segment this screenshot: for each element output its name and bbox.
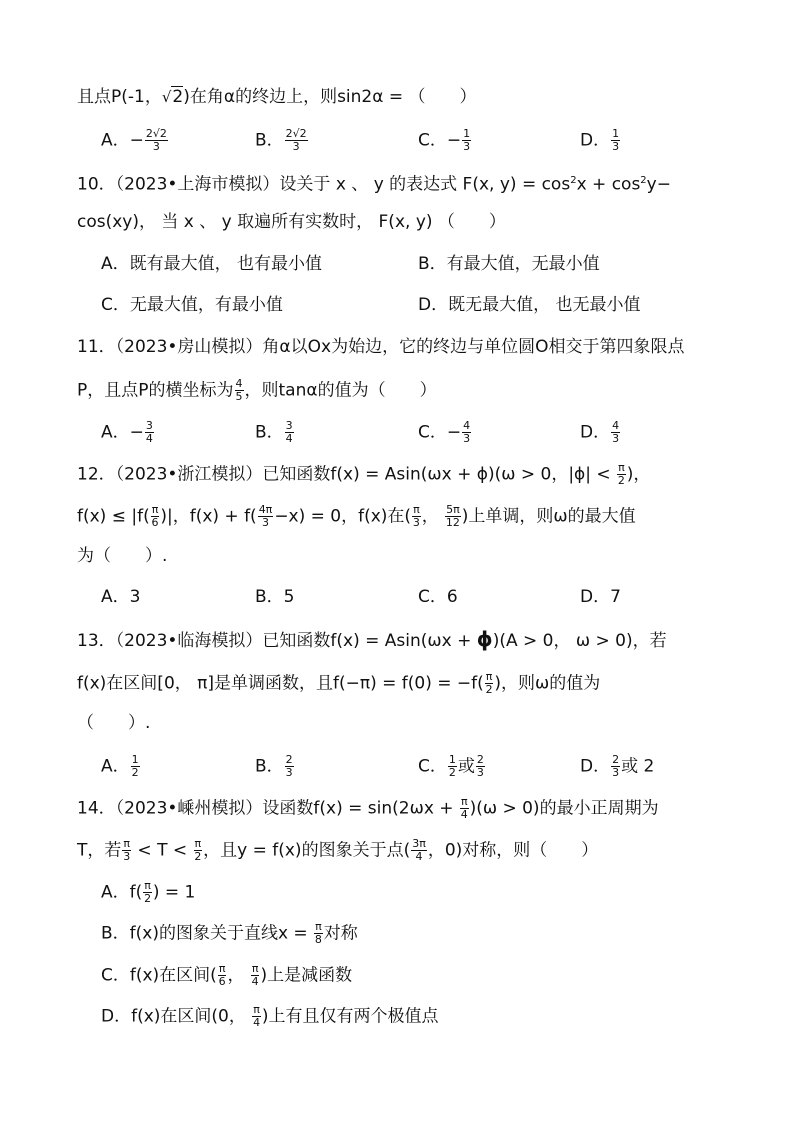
fraction: $\frac{\pi}{2}$ xyxy=(194,837,202,863)
fraction: $\frac{\pi}{4}$ xyxy=(253,1003,261,1029)
q13-option-b: B． $\frac{2}{3}$ xyxy=(255,753,293,779)
q13-stem-line3: （ ）. xyxy=(77,713,151,733)
fraction: $\frac{\pi}{8}$ xyxy=(314,920,322,946)
q10-option-d: D．既无最大值， 也无最小值 xyxy=(418,295,641,315)
fraction: $\frac{1}{2}$ xyxy=(131,753,139,779)
q12-option-b: B．5 xyxy=(255,587,295,607)
fraction: $\frac{\pi}{6}$ xyxy=(218,962,226,988)
q11-option-d: D． $\frac{4}{3}$ xyxy=(580,419,620,445)
q12-option-a: A．3 xyxy=(101,587,141,607)
q9-option-d: D． $\frac{1}{3}$ xyxy=(580,127,620,153)
q9-option-c: C．− $\frac{1}{3}$ xyxy=(418,127,471,153)
q14-stem-line1: 14．（2023•嵊州模拟）设函数f(x) = sin(2ωx + $\frac{\pi}{4}$ )(ω > 0)的最小正周期为 xyxy=(77,795,659,821)
fraction: $\frac{\pi}{4}$ xyxy=(251,962,259,988)
fraction: $\frac{1}{3}$ xyxy=(612,127,620,153)
q11-option-b: B． $\frac{3}{4}$ xyxy=(255,419,293,445)
q13-option-c: C． $\frac{1}{2}$ 或 $\frac{2}{3}$ xyxy=(418,753,484,779)
fraction: $\frac{\pi}{3}$ xyxy=(123,837,131,863)
q10-option-a: A．既有最大值， 也有最小值 xyxy=(101,254,323,274)
q11-stem-line1: 11．（2023•房山模拟）角α以Ox为始边，它的终边与单位圆O相交于第四象限点 xyxy=(77,337,685,357)
q9-option-a: A．− $\frac{2√2}{3}$ xyxy=(101,127,167,153)
q13-option-d: D． $\frac{2}{3}$ 或 2 xyxy=(580,753,655,779)
q13-option-a: A． $\frac{1}{2}$ xyxy=(101,753,139,779)
fraction: $\frac{\pi}{4}$ xyxy=(460,795,468,821)
phi-symbol: ϕ xyxy=(476,627,493,651)
q12-option-c: C．6 xyxy=(418,587,458,607)
fraction: $\frac{1}{3}$ xyxy=(463,127,471,153)
fraction: $\frac{\pi}{2}$ xyxy=(485,670,493,696)
q12-stem-line1: 12．（2023•浙江模拟）已知函数f(x) = Asin(ωx + ϕ)(ω > 0，|ϕ| < $\frac{\pi}{2}$ )， xyxy=(77,461,651,487)
q9-option-b: B． $\frac{2√2}{3}$ xyxy=(255,127,307,153)
q10-option-b: B．有最大值，无最小值 xyxy=(418,254,600,274)
fraction: $\frac{3\pi}{4}$ xyxy=(412,837,426,863)
q12-option-d: D．7 xyxy=(580,587,621,607)
fraction: $\frac{\pi}{2}$ xyxy=(617,461,625,487)
fraction: $\frac{4}{3}$ xyxy=(612,419,620,445)
q11-stem-line2: P，且点P的横坐标为 $\frac{4}{5}$ ，则tanα的值为（ ） xyxy=(77,377,437,403)
sqrt-arg: 2 xyxy=(172,87,184,107)
fraction: $\frac{2√2}{3}$ xyxy=(285,127,307,153)
fraction: $\frac{1}{2}$ xyxy=(448,753,456,779)
q10-stem-line1: 10．（2023•上海市模拟）设关于 x 、 y 的表达式 F(x, $y) = \cos^2x + \cos^2y-$ xyxy=(77,174,671,195)
fraction: $\frac{4}{3}$ xyxy=(463,419,471,445)
q14-option-a: A．f( $\frac{\pi}{2}$ ) = 1 xyxy=(101,879,196,905)
fraction: $\frac{4\pi}{3}$ xyxy=(258,503,273,529)
q14-option-c: C．f(x)在区间( $\frac{\pi}{6}$ ， $\frac{\pi}{4}$ )上是减函数 xyxy=(101,962,353,988)
q10-stem-line2: cos(xy)， 当 x 、 y 取遍所有实数时， F(x, y) （ ） xyxy=(77,212,506,232)
q13-stem-line2: f(x)在区间[0， π]是单调函数，且f(−π) = f(0) = −f( $\frac{\pi}{2}$ )，则ω的值为 xyxy=(77,670,601,696)
fraction: $\frac{\pi}{3}$ xyxy=(412,503,420,529)
q13-stem-line1: 13．（2023•临海模拟）已知函数f(x) = Asin(ωx + ϕ)(A > 0， ω > 0)，若 xyxy=(77,627,667,651)
fraction: $\frac{3}{4}$ xyxy=(285,419,293,445)
q11-option-c: C．− $\frac{4}{3}$ xyxy=(418,419,471,445)
fraction: $\frac{2√2}{3}$ xyxy=(145,127,167,153)
fraction: $\frac{5\pi}{12}$ xyxy=(445,503,460,529)
fraction: $\frac{3}{4}$ xyxy=(145,419,153,445)
fraction: $\frac{2}{3}$ xyxy=(285,753,293,779)
q11-option-a: A．− $\frac{3}{4}$ xyxy=(101,419,153,445)
fraction: $\frac{2}{3}$ xyxy=(476,753,484,779)
q14-option-d: D．f(x)在区间(0， $\frac{\pi}{4}$ )上有且仅有两个极值点 xyxy=(101,1003,439,1029)
sqrt-sign: √ xyxy=(161,88,172,106)
q10-option-c: C．无最大值，有最小值 xyxy=(101,295,283,315)
q12-stem-line3: 为（ ）. xyxy=(77,546,168,566)
q14-option-b: B．f(x)的图象关于直线x = $\frac{\pi}{8}$ 对称 xyxy=(101,920,358,946)
q9-stem xyxy=(77,86,477,107)
fraction: $\frac{\pi}{2}$ xyxy=(144,879,152,905)
q14-stem-line2: T，若 $\frac{\pi}{3}$ < T < $\frac{\pi}{2}$ ，且y = f(x)的图象关于点( $\frac{3\pi}{4}$ ，0)对称，则（ ） xyxy=(77,837,599,863)
q9-stem-b: )在角α的终边上，则sin2α = （ ） xyxy=(183,87,477,107)
fraction: $\frac{2}{3}$ xyxy=(612,753,620,779)
fraction: $\frac{4}{5}$ xyxy=(235,377,243,403)
fraction: $\frac{\pi}{6}$ xyxy=(151,503,159,529)
q12-stem-line2: f(x) ≤ |f( $\frac{\pi}{6}$ )|，f(x) + f( $\frac{4\pi}{3}$ −x) = 0，f(x)在( $\frac{\pi}{3}$ ， $\frac{5\pi}{12}$ )上单调，则ω的最大值 xyxy=(77,503,636,529)
q9-stem-a: 且点P(-1， xyxy=(77,87,162,107)
